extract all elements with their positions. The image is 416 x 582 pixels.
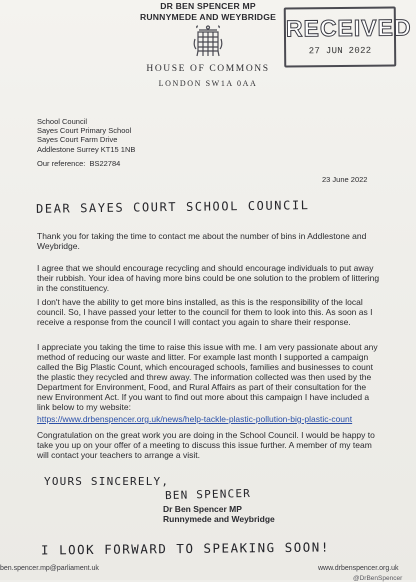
footer-email[interactable]: ben.spencer.mp@parliament.uk: [0, 565, 99, 572]
body-paragraph: Congratulation on the great work you are doing in the School Council. I would be happy to take you up on your offer of a meeting to discuss this issue further. A member of my team will contact your teachers to arrange a visit.: [37, 430, 375, 460]
handwritten-postscript: I LOOK FORWARD TO SPEAKING SOON!: [40, 539, 330, 558]
received-stamp: [284, 7, 412, 68]
signoff-constituency: Runnymede and Weybridge: [163, 514, 275, 524]
signoff-name: Dr Ben Spencer MP: [163, 504, 242, 514]
campaign-link[interactable]: https://www.drbenspencer.org.uk/news/help-tackle-plastic-pollution-big-plastic-count: [37, 414, 353, 424]
reference-value: BS22784: [89, 159, 121, 168]
stamp-date: 27 JUN 2022: [308, 45, 372, 57]
recipient-line: Sayes Court Primary School: [37, 126, 132, 136]
letterhead-constituency: RUNNYMEDE AND WEYBRIDGE: [139, 12, 277, 22]
letterhead-mp-name: DR BEN SPENCER MP: [160, 1, 256, 11]
recipient-line: Addlestone Surrey KT15 1NB: [37, 144, 136, 154]
stamp-word: RECEIVED: [285, 14, 412, 42]
body-paragraph: I agree that we should encourage recycling and should encourage individuals to put away their rubbish. Your idea of having more bins could be one solution to the problem of littering in the constituency.: [37, 263, 380, 293]
body-paragraph: I don't have the ability to get more bins installed, as this is the responsibility of the local council. So, I have passed your letter to the council for them to look into this. As soon as I receive a response from the council I will contact you again to share their response.: [37, 297, 373, 327]
footer-twitter[interactable]: @DrBenSpencer: [353, 575, 403, 582]
reference: [37, 159, 120, 168]
recipient-address: [37, 117, 135, 154]
handwritten-salutation: DEAR SAYES COURT SCHOOL COUNCIL: [35, 198, 310, 216]
letterhead-city: LONDON SW1A 0AA: [158, 79, 258, 88]
body-paragraph: Thank you for taking the time to contact me about the number of bins in Addlestone and Weybridge.: [37, 231, 367, 251]
handwritten-closing: YOURS SINCERELY,: [44, 475, 170, 488]
letterhead-house: HOUSE OF COMMONS: [146, 64, 270, 74]
reference-label: Our reference:: [37, 159, 86, 168]
recipient-line: Sayes Court Farm Drive: [37, 135, 118, 145]
footer-website[interactable]: www.drbenspencer.org.uk: [318, 565, 399, 572]
recipient-line: School Council: [37, 117, 88, 126]
body-paragraph: I appreciate you taking the time to raise this issue with me. I am very passionate about any method of reducing our waste and litter. For example last month I supported a campaign called the Big Plastic Count, which encouraged schools, families and businesses to count the plastic they recycled and threw away. The information collected was then used by the Department for Environment, Food, and Rural Affairs as part of their consultation for the new Environment Act. If you want to find out more about this campaign I have included a link below to my website:: [37, 342, 378, 412]
portcullis-icon: [193, 25, 223, 59]
handwritten-signature: BEN SPENCER: [164, 486, 252, 503]
letter-date: 23 June 2022: [322, 175, 368, 184]
